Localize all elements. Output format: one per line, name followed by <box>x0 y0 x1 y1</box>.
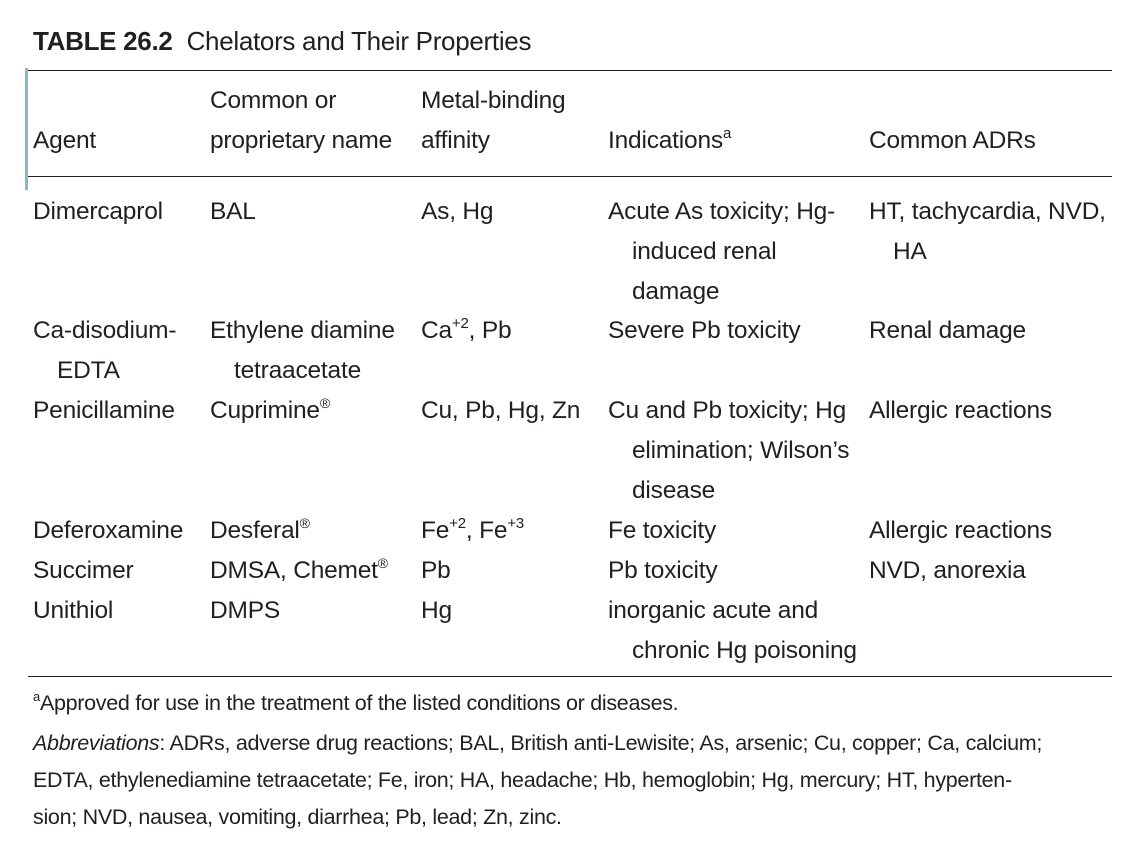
footnote-marker: a <box>33 689 40 704</box>
affinity-charge: +3 <box>507 515 525 532</box>
row-name: DMPS <box>210 597 280 624</box>
row-affinity: Pb <box>421 557 451 584</box>
row-name-text: Cuprimine <box>210 397 320 424</box>
table-title <box>33 26 531 56</box>
row-adrs-line: HA <box>893 238 927 265</box>
row-affinity <box>421 311 511 351</box>
row-agent-line: EDTA <box>57 357 120 384</box>
row-indications <box>608 391 849 511</box>
row-indications-line: disease <box>632 477 716 504</box>
row-indications-line: Acute As toxicity; Hg- <box>608 198 836 225</box>
left-accent-bar <box>25 68 28 190</box>
row-agent: Penicillamine <box>33 397 175 424</box>
row-agent: Deferoxamine <box>33 517 184 544</box>
row-affinity: Hg <box>421 597 452 624</box>
header-indications-label: Indications <box>608 127 723 154</box>
table-caption: Chelators and Their Properties <box>186 26 532 56</box>
footnote-text: Approved for use in the treatment of the listed conditions or diseases. <box>39 691 679 715</box>
row-indications: Severe Pb toxicity <box>608 317 801 344</box>
row-adrs <box>869 192 1106 272</box>
row-name-line: tetraacetate <box>234 357 361 384</box>
row-name: BAL <box>210 198 256 225</box>
row-agent: Dimercaprol <box>33 198 163 225</box>
row-name <box>210 551 388 591</box>
affinity-element: Fe <box>421 517 450 544</box>
header-adrs: Common ADRs <box>869 127 1036 154</box>
header-agent: Agent <box>33 127 97 154</box>
row-adrs: Allergic reactions <box>869 397 1052 424</box>
row-indications <box>608 192 835 312</box>
bottom-rule <box>28 676 1112 677</box>
row-indications-line: damage <box>632 278 720 305</box>
row-name <box>210 391 330 431</box>
row-name-text: DMSA, Chemet <box>210 557 378 584</box>
row-adrs: NVD, anorexia <box>869 557 1026 584</box>
row-indications: Fe toxicity <box>608 517 717 544</box>
table-number: TABLE 26.2 <box>33 26 173 56</box>
row-agent <box>33 311 176 391</box>
row-adrs: Allergic reactions <box>869 517 1052 544</box>
row-adrs-line: HT, tachycardia, NVD, <box>869 198 1106 225</box>
row-name-text: Desferal <box>210 517 300 544</box>
row-indications-line: inorganic acute and <box>608 597 819 624</box>
abbreviations-text: : ADRs, adverse drug reactions; BAL, British anti-Lewisite; As, arsenic; Cu, copper; Ca, calcium; <box>159 731 1043 755</box>
abbreviations-line-1 <box>33 725 1042 762</box>
header-affinity-line1: Metal-binding <box>421 87 566 114</box>
abbreviations-line-2: EDTA, ethylenediamine tetraacetate; Fe, iron; HA, headache; Hb, hemoglobin; Hg, mercury; HT, hyperten- <box>33 768 1012 792</box>
header-indications <box>608 121 731 161</box>
row-agent: Unithiol <box>33 597 114 624</box>
top-rule <box>28 70 1112 71</box>
header-name-line1: Common or <box>210 87 337 114</box>
row-indications <box>608 591 857 671</box>
row-affinity: Cu, Pb, Hg, Zn <box>421 397 581 424</box>
registered-mark: ® <box>299 515 310 531</box>
row-indications-line: Cu and Pb toxicity; Hg <box>608 397 846 424</box>
header-affinity <box>421 81 565 161</box>
header-name <box>210 81 392 161</box>
row-name-line: Ethylene diamine <box>210 317 395 344</box>
row-name <box>210 511 310 551</box>
row-indications-line: induced renal <box>632 238 777 265</box>
row-name <box>210 311 395 391</box>
registered-mark: ® <box>377 555 388 571</box>
header-affinity-line2: affinity <box>421 127 490 154</box>
footnote <box>33 685 678 722</box>
row-affinity <box>421 511 524 551</box>
abbreviations-label: Abbreviations <box>33 731 160 755</box>
row-indications-line: elimination; Wilson’s <box>632 437 850 464</box>
row-affinity: As, Hg <box>421 198 494 225</box>
affinity-element: Ca <box>421 317 452 344</box>
header-name-line2: proprietary name <box>210 127 392 154</box>
row-indications-line: chronic Hg poisoning <box>632 637 857 664</box>
affinity-element: , Fe <box>465 517 508 544</box>
header-footnote-marker: a <box>722 125 732 142</box>
row-indications: Pb toxicity <box>608 557 718 584</box>
row-adrs: Renal damage <box>869 317 1026 344</box>
affinity-charge: +2 <box>449 515 466 532</box>
registered-mark: ® <box>319 395 330 411</box>
row-agent: Succimer <box>33 557 134 584</box>
abbreviations-line-3: sion; NVD, nausea, vomiting, diarrhea; Pb, lead; Zn, zinc. <box>33 805 562 829</box>
header-rule <box>28 176 1112 177</box>
affinity-charge: +2 <box>451 315 469 332</box>
affinity-element: , Pb <box>468 317 512 344</box>
row-agent-line: Ca-disodium- <box>33 317 177 344</box>
